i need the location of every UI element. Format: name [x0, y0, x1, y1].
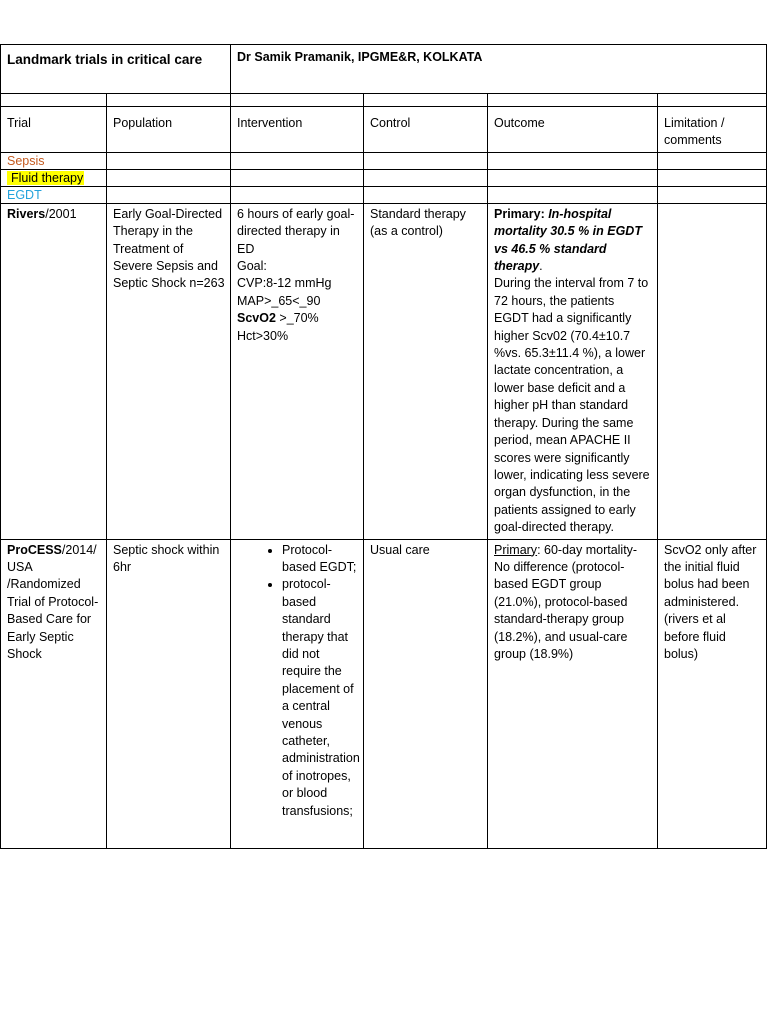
comments-cell: ScvO2 only after the initial fluid bolus had been administered. (rivers et al before fluid bolus) — [658, 539, 767, 848]
scvo2-value: >_70% — [275, 311, 319, 326]
intervention-list — [237, 542, 358, 821]
outcome-details: During the interval from 7 to 72 hours, the patients EGDT had a significantly higher Scv02 (70.4±10.7 %vs. 65.3±11.4 %), a lower lactate concentration, a lower base deficit and a higher pH than standard therapy. During the same period, mean APACHE II scores were significantly lower, indicating less severe organ dysfunction, in the patients assigned to early goal-directed therapy. — [494, 276, 650, 535]
intervention-line: Goal: — [237, 259, 267, 274]
section-egdt: EGDT — [7, 187, 42, 202]
intervention-line: CVP:8-12 mmHg — [237, 276, 332, 291]
col-header-comments: Limitation / comments — [658, 107, 767, 153]
table-row — [1, 203, 767, 539]
intervention-line — [237, 310, 358, 327]
col-header-population: Population — [107, 107, 231, 153]
population-cell: Septic shock within 6hr — [107, 539, 231, 848]
trial-cell — [1, 539, 107, 848]
trial-year: /2001 — [45, 206, 77, 221]
outcome-primary: Primary: In-hospital mortality 30.5 % in EGDT vs 46.5 % standard therapy. — [494, 206, 642, 274]
section-row-sepsis — [1, 152, 767, 169]
control-cell: Standard therapy (as a control) — [364, 203, 488, 539]
outcome-cell — [488, 539, 658, 848]
intervention-cell — [231, 539, 364, 848]
intervention-line: 6 hours of early goal-directed therapy in ED — [237, 206, 355, 256]
intervention-cell — [231, 203, 364, 539]
section-sepsis: Sepsis — [7, 153, 45, 168]
col-header-control: Control — [364, 107, 488, 153]
section-row-fluid — [1, 169, 767, 186]
intervention-line: Hct>30% — [237, 328, 289, 343]
primary-outcome: In-hospital mortality 30.5 % in EGDT vs 46.5 % standard therapy — [494, 206, 642, 274]
list-item: • Protocol-based EGDT; — [282, 542, 358, 577]
col-header-intervention: Intervention — [231, 107, 364, 153]
trial-details: /2014/ USA /Randomized Trial of Protocol-Based Care for Early Septic Shock — [7, 542, 99, 661]
spacer-row — [1, 94, 767, 107]
comments-cell — [658, 203, 767, 539]
intervention-line: MAP>_65<_90 — [237, 293, 321, 308]
outcome-details: : 60-day mortality- No difference (protocol-based EGDT group (21.0%), protocol-based standard-therapy group (18.2%), and usual-care group (18.9%) — [494, 542, 638, 661]
list-item: • protocol-based standard therapy that did not require the placement of a central venous catheter, administration of inotropes, or blood transfusions; — [282, 576, 358, 820]
trial-name: ProCESS — [7, 542, 62, 557]
trials-table — [0, 44, 767, 849]
primary-label: Primary — [494, 542, 538, 557]
section-row-egdt — [1, 186, 767, 203]
trial-cell — [1, 203, 107, 539]
outcome-cell — [488, 203, 658, 539]
scvo2-label: ScvO2 — [237, 311, 276, 326]
col-header-outcome: Outcome — [488, 107, 658, 153]
table-row — [1, 539, 767, 848]
trial-name: Rivers — [7, 206, 46, 221]
col-header-trial: Trial — [1, 107, 107, 153]
title-row — [1, 45, 767, 94]
header-row — [1, 107, 767, 153]
primary-label: Primary — [494, 206, 541, 221]
document-title: Landmark trials in critical care — [1, 45, 231, 94]
population-cell: Early Goal-Directed Therapy in the Treatment of Severe Sepsis and Septic Shock n=263 — [107, 203, 231, 539]
section-fluid-therapy: Fluid therapy — [7, 171, 84, 185]
control-cell: Usual care — [364, 539, 488, 848]
author-line: Dr Samik Pramanik, IPGME&R, KOLKATA — [231, 45, 767, 94]
